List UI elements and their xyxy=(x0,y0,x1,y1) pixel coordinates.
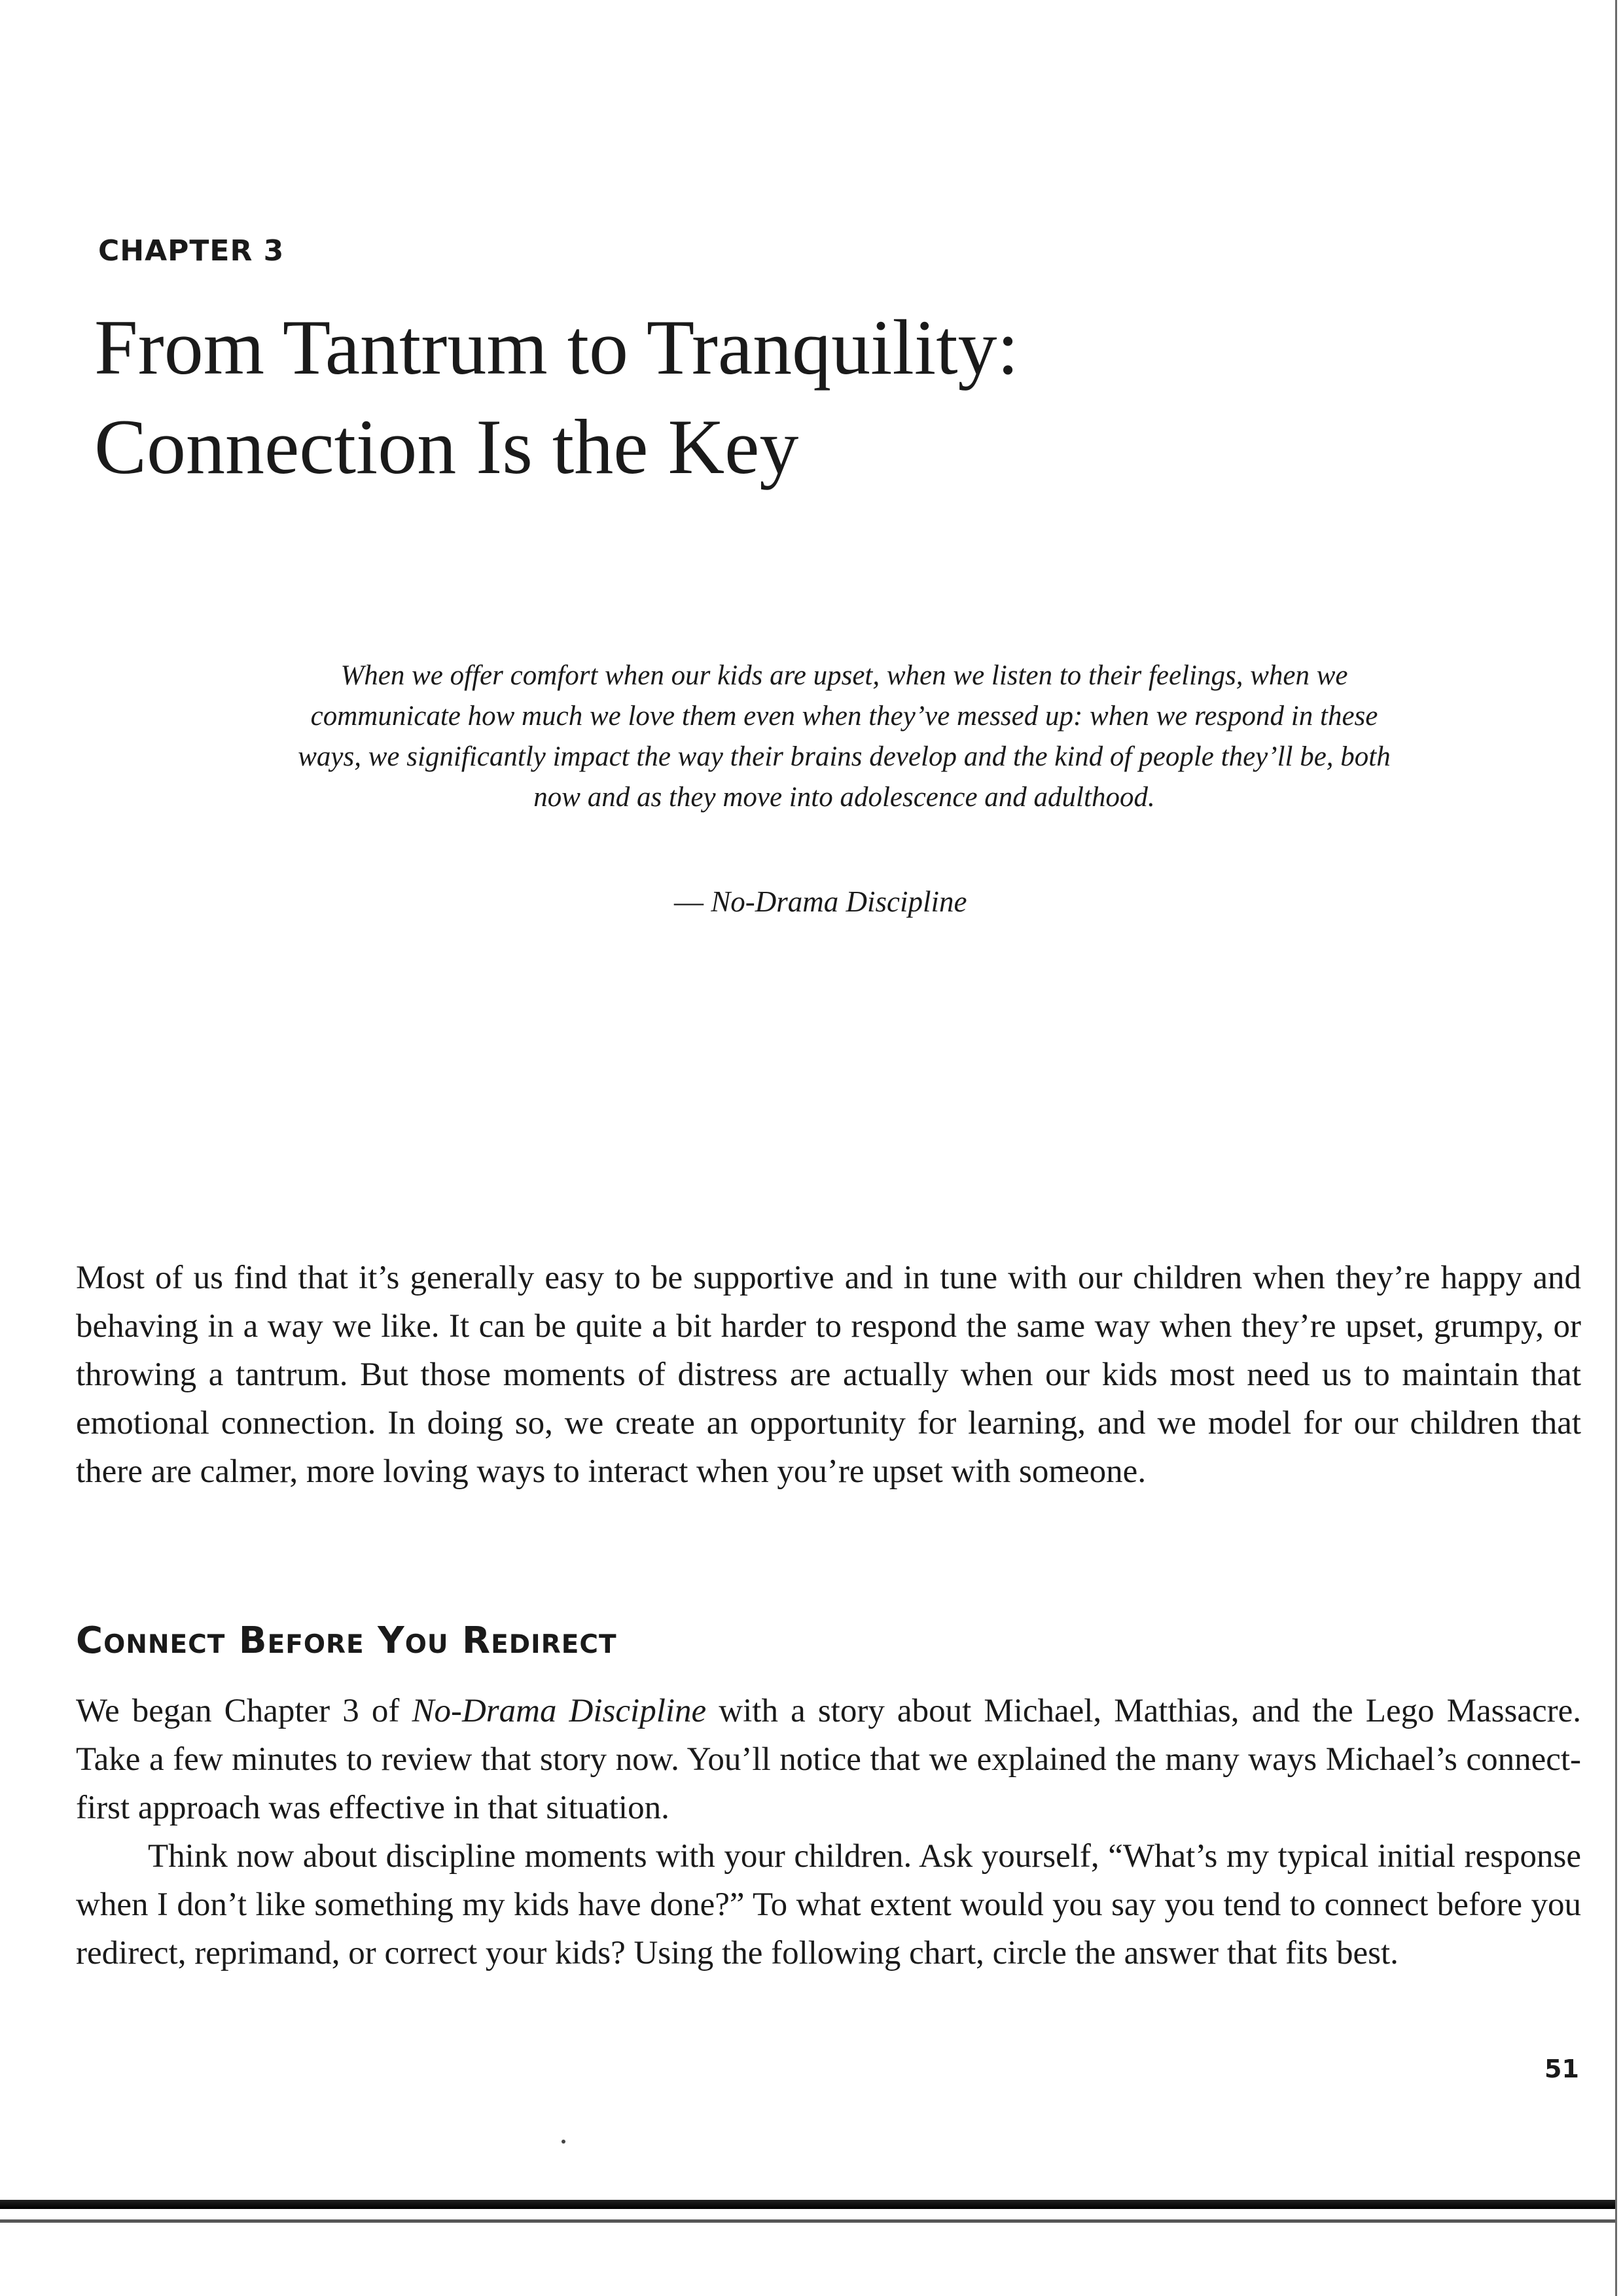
page-edge-shadow xyxy=(1615,0,1617,2296)
scan-artifact-line xyxy=(0,2219,1615,2223)
p1-before: We began Chapter 3 of xyxy=(76,1693,412,1729)
intro-paragraph: Most of us find that it’s generally easy to be supportive and in tune with our children when they’re happy and behaving in a way we like. It can be quite a bit harder to respond the same way when they’re upset, grumpy, or throwing a tantrum. But those moments of distress are actually when our kids most need us to maintain that emotional connection. In doing so, we create an opportunity for learning, and we model for our children that there are calmer, more loving ways to interact when you’re upset with someone. xyxy=(76,1260,1581,1490)
chapter-title-line-2: Connection Is the Key xyxy=(94,403,799,490)
chapter-label: CHAPTER 3 xyxy=(98,234,285,268)
p1-after: with a story about Michael, Matthias, and the Lego Massacre. Take a few minutes to review that story now. You’ll notice that we explained the many ways Michael’s connect-first approach was effective in that situation. xyxy=(76,1693,1582,1826)
p1-book-title: No-Drama Discipline xyxy=(412,1693,707,1729)
epigraph-dash: — xyxy=(674,885,711,918)
epigraph-source xyxy=(674,885,1132,919)
page-number: 51 xyxy=(1544,2055,1579,2083)
chapter-title xyxy=(94,298,1338,497)
section-heading: Connect Before You Redirect xyxy=(76,1619,617,1662)
epigraph-quote: When we offer comfort when our kids are upset, when we listen to their feelings, when we communicate how much we love them even when they’ve messed up: when we respond in these ways, we significantly impact the way their brains develop and the kind of people they’ll be, both now and as they move into adolescence and adulthood. xyxy=(298,660,1391,813)
scan-artifact-dot xyxy=(562,2140,565,2144)
scan-artifact-bar xyxy=(0,2200,1615,2209)
section-paragraph-1 xyxy=(76,1687,1581,1832)
epigraph-source-title: No-Drama Discipline xyxy=(711,885,967,918)
chapter-title-line-1: From Tantrum to Tranquility: xyxy=(94,304,1019,391)
section-paragraph-2: Think now about discipline moments with your children. Ask yourself, “What’s my typical initial response when I don’t like something my kids have done?” To what extent would you say you tend to connect before you redirect, reprimand, or correct your kids? Using the following chart, circle the answer that fits best. xyxy=(76,1838,1581,1971)
